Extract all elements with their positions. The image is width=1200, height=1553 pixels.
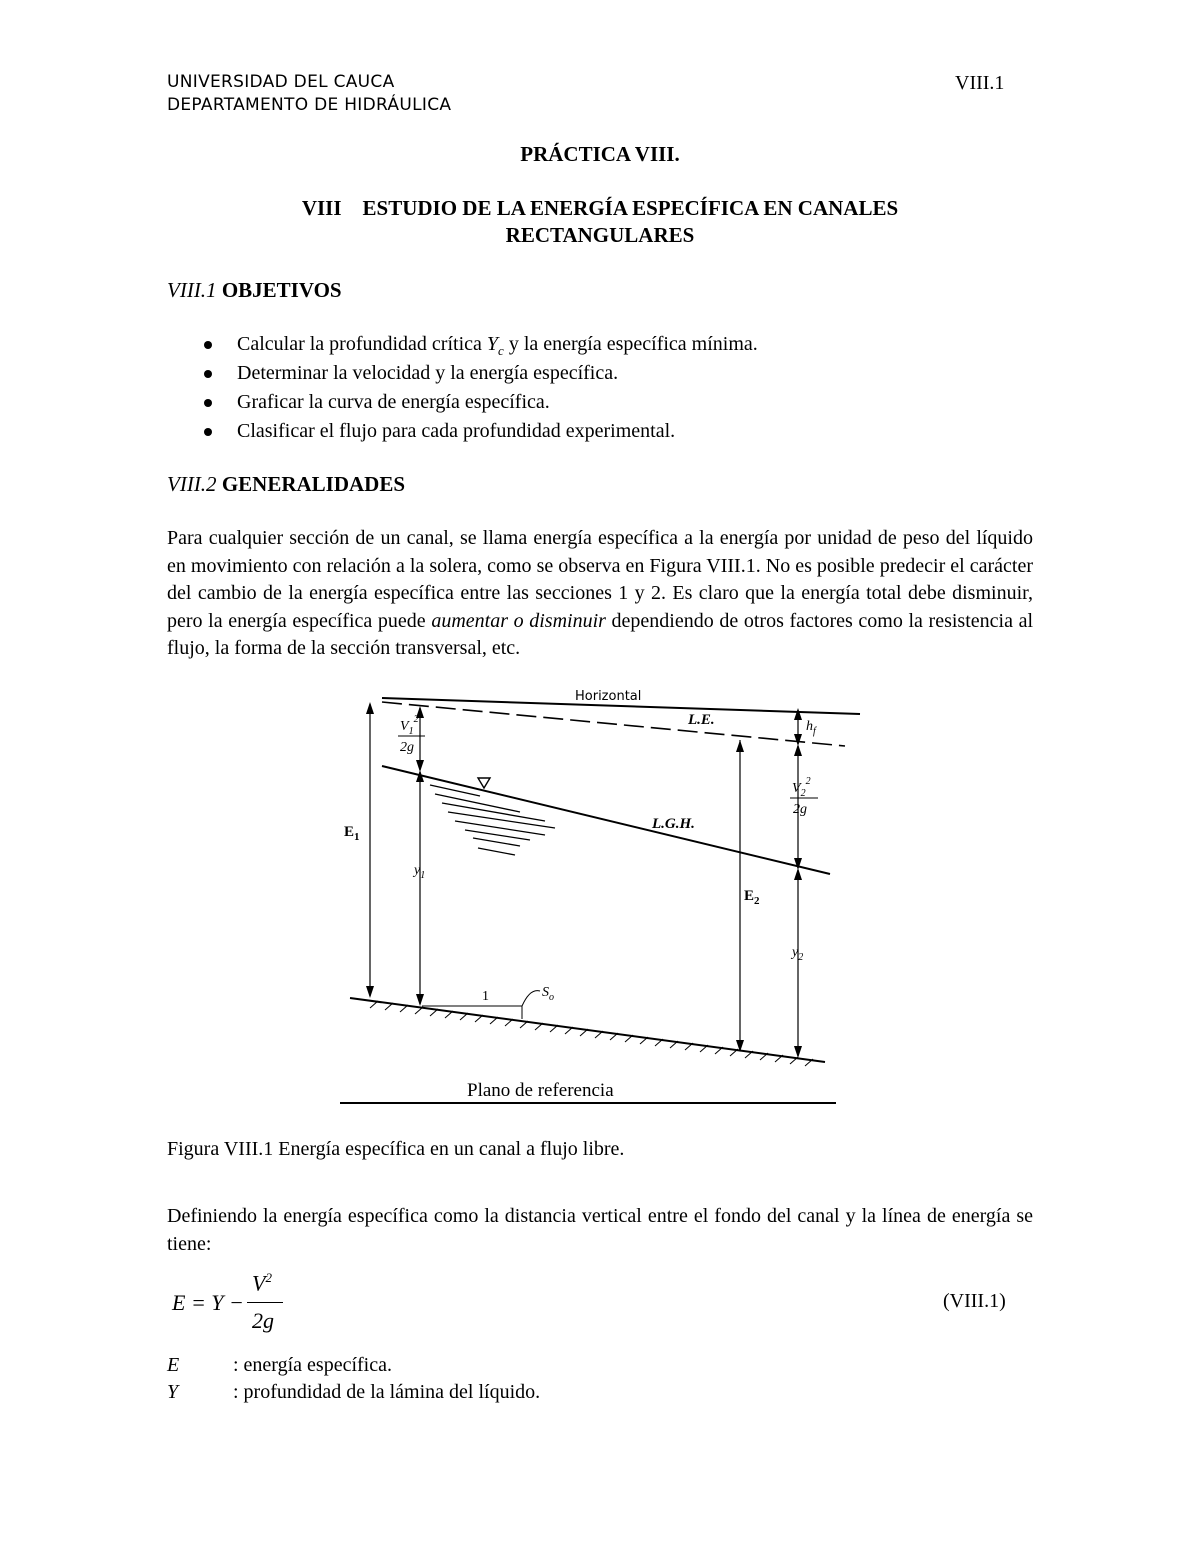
generalities-title: GENERALIDADES (221, 472, 406, 496)
list-item: E : energía específica. (167, 1354, 392, 1376)
svg-text:E1: $E_1$ (344, 824, 360, 843)
svg-text:V22: $V_2^2$ (792, 776, 811, 799)
equation-numerator: $V^2$ (252, 1270, 272, 1296)
figure-caption: Figura VIII.1 Energía específica en un canal a flujo libre. (167, 1138, 625, 1160)
list-item: Determinar la velocidad y la energía específica. (192, 359, 758, 388)
svg-text:So: $S_o$ (542, 985, 554, 1003)
objectives-number: VIII.1 (167, 278, 217, 302)
specific-energy-figure (330, 688, 910, 1128)
water-hatch (430, 785, 555, 855)
practice-title: PRÁCTICA VIII. (520, 142, 680, 166)
chapter-title-line1: ESTUDIO DE LA ENERGÍA ESPECÍFICA EN CANALES (362, 196, 899, 220)
svg-text:E2: $E_2$ (744, 888, 760, 907)
horizontal-label: Horizontal (575, 689, 642, 704)
v2-denominator: 2g (793, 802, 807, 817)
e2-label: E (744, 888, 755, 904)
equation-number: (VIII.1) (943, 1290, 1006, 1312)
energy-equation (172, 1270, 1032, 1336)
y1-label: y (414, 863, 421, 878)
chapter-number: VIII (301, 196, 342, 220)
list-item: Y : profundidad de la lámina del líquido. (167, 1381, 541, 1403)
university-name: UNIVERSIDAD DEL CAUCA (167, 72, 395, 92)
definition-paragraph: Definiendo la energía específica como la distancia vertical entre el fondo del canal y la línea de energía se tiene: (167, 1205, 1033, 1255)
lgh-label: L.G.H. (652, 816, 695, 832)
generalities-number: VIII.2 (167, 472, 217, 496)
objectives-title: OBJETIVOS (221, 278, 342, 302)
chapter-title-line2: RECTANGULARES (505, 223, 695, 247)
v1-denominator: 2g (400, 740, 414, 755)
generalities-heading (167, 472, 405, 497)
objectives-heading (167, 278, 342, 303)
so-label: S (542, 985, 549, 1000)
le-label: L.E. (688, 712, 715, 728)
equation-denominator: 2g (252, 1308, 274, 1333)
bed-hatch (370, 1001, 813, 1066)
list-item: Clasificar el flujo para cada profundidad experimental. (192, 417, 758, 446)
svg-text:y1: $y_1$ (414, 863, 426, 881)
fraction-bar (247, 1302, 283, 1303)
list-item: Graficar la curva de energía específica. (192, 388, 758, 417)
datum-label: Plano de referencia (467, 1080, 614, 1101)
department-name: DEPARTAMENTO DE HIDRÁULICA (167, 95, 452, 115)
svg-text:hf: $h_f$ (806, 719, 816, 737)
water-surface-icon (478, 778, 490, 788)
equation-lhs: E = Y − (172, 1290, 244, 1315)
e1-label: E (344, 824, 355, 840)
generalities-paragraph: Para cualquier sección de un canal, se llama energía específica a la energía por unidad de peso del líquido en movimiento con relación a la solera, como se observa en Figura VIII.1. No es posible predecir el carácter del cambio de la energía específica entre las secciones 1 y 2. Es claro que la energía total debe disminuir, pero la energía específica puede aumentar o disminuir dependiendo de otros factores como la resistencia al flujo, la forma de la sección transversal, etc. (167, 527, 1034, 659)
svg-text:V12: $V_1^2$ (400, 714, 419, 737)
list-item: Calcular la profundidad crítica $Y_c$ y la energía específica mínima. (192, 330, 758, 359)
hf-label: h (806, 719, 813, 734)
v2-label: V (792, 781, 801, 796)
objectives-list (192, 330, 758, 446)
chapter-title (0, 196, 1200, 221)
y2-label: y (792, 945, 799, 960)
v1-label: V (400, 719, 409, 734)
slope-one-label: 1 (482, 989, 489, 1004)
page-number: VIII.1 (955, 72, 1005, 94)
symbol-definitions (167, 1352, 540, 1406)
svg-text:y2: $y_2$ (792, 945, 804, 963)
